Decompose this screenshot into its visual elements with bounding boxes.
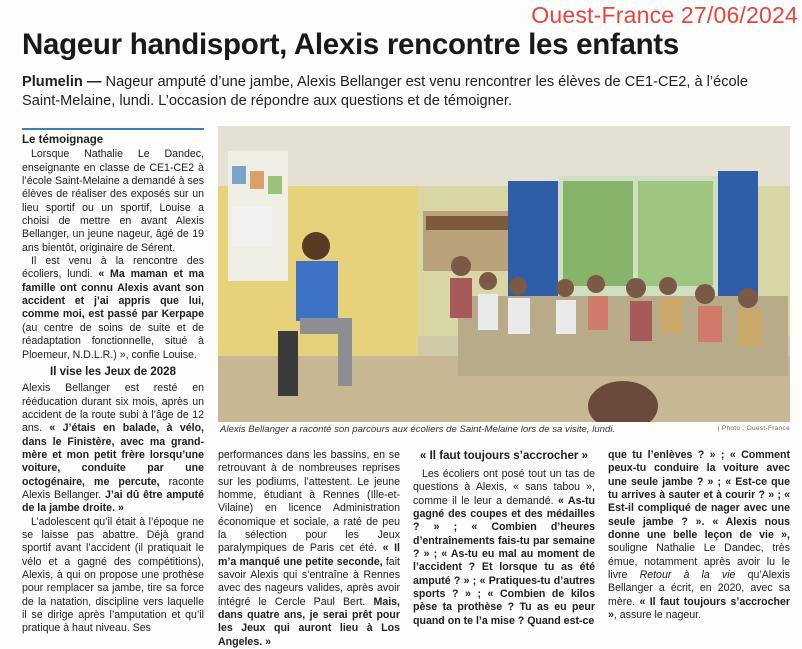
p4-text: L’adolescent qu’il était à l’époque ne se laisse pas abattre. Déjà grand sportif avant l’accident (il pratiquait le vélo et a gagné des compétitions), Alexis, à qui on propose une prothèse pour remplacer sa jambe, tire sa force de la natation, discipline vers laquelle il se dirige après l’amputation et qu’il pratique à haut niveau. Ses bbox=[22, 515, 204, 635]
column-3 bbox=[413, 449, 595, 628]
section-rule bbox=[22, 128, 204, 130]
p5-text-e: qu’Alexis Bellanger a écrit, en 2020, avec sa mère. bbox=[608, 569, 790, 608]
paragraph-5 bbox=[413, 468, 595, 628]
p3-text-c: raconte Alexis Bellanger. bbox=[22, 475, 204, 501]
photo-credit: | Photo : Ouest-France bbox=[717, 425, 790, 432]
section-title-temoignage: Le témoignage bbox=[22, 134, 104, 146]
p5-text-a: Les écoliers ont posé tout un tas de questions à Alexis, « sans tabou », comme il le leur a demandé. bbox=[413, 468, 595, 507]
article-lead bbox=[22, 73, 782, 111]
p2-text-a: Il est venu à la rencontre des écoliers, lundi. bbox=[22, 255, 204, 281]
article-photo bbox=[218, 126, 790, 422]
p4-quote-end: Mais, dans quatre ans, je serai prêt pour les Jeux qui auront lieu à Los Angeles. » bbox=[218, 595, 400, 648]
p5-questions: que tu l’enlèves ? » ; « Comment peux-tu conduire la voiture avec une seule jambe ? » ; « Est-ce que tu arrives à sauter et à courir ? » ; « Est-il compliqué de nager avec une seule jambe ? ». « Alexis nous donne une belle leçon de vie », bbox=[608, 449, 790, 542]
paragraph-2 bbox=[22, 255, 204, 362]
subhead-accrocher: « Il faut toujours s’accrocher » bbox=[419, 449, 589, 462]
p3-quote: « J’étais en balade, à vélo, dans le Finistère, avec ma grand-mère et mon petit frère lorsqu’une voiture, conduite par une octogénaire, me percute, bbox=[22, 422, 204, 488]
p5-book-title: Retour à la vie bbox=[639, 569, 736, 582]
paragraph-3 bbox=[22, 382, 204, 515]
p5-text-g: , assure le nageur. bbox=[613, 609, 702, 622]
paragraph-1: Lorsque Nathalie Le Dandec, enseignante en classe de CE1-CE2 à l’école Saint-Melaine a demandé à ses élèves de réaliser des exposés sur un lieu sportif ou un sportif, Louise a choisi de mettre en avant Alexis Bellanger, un jeune nageur, âgé de 19 ans bientôt, originaire de Sérent. bbox=[22, 148, 204, 254]
continued-paragraph bbox=[218, 449, 400, 649]
p2-quote: « Ma maman et ma famille ont connu Alexis avant son accident et j’ai appris que lui, comme moi, est passé par Kerpape bbox=[22, 268, 204, 321]
p4-quote: « Il m’a manqué une petite seconde, bbox=[218, 542, 400, 568]
p3-quote-end: J’ai dû être amputé de la jambe droite. » bbox=[22, 488, 204, 515]
p5-questions: « As-tu gagné des coupes et des médailles ? » ; « Combien d’heures d’entraînements fais-tu par semaine ? » ; « As-tu eu mal au moment de l’accident ? Et lorsque tu as été amputé ? » ; « Pratiques-tu d’autres sports ? » ; « Combien de kilos pèse ta prothèse ? Tu as eu peur quand on te l’a mise ? Quand est-ce bbox=[413, 494, 595, 627]
continued-paragraph bbox=[608, 449, 790, 622]
classroom-photo bbox=[218, 126, 790, 422]
paragraph-4 bbox=[22, 516, 204, 636]
date-stamp: Ouest-France 27/06/2024 bbox=[531, 2, 798, 28]
column-4 bbox=[608, 449, 790, 622]
section-title-jeux: Il vise les Jeux de 2028 bbox=[50, 365, 176, 378]
p5-text-c: souligne Nathalie Le Dandec, très émue, notamment après avoir lu le livre bbox=[608, 542, 790, 582]
p2-text-c: (au centre de soins de suite et de réadaptation fonctionnelle, situé à Ploemeur, N.D.L.R.) », confie Louise. bbox=[22, 321, 204, 361]
column-1 bbox=[22, 132, 204, 636]
p4-text-c: fait savoir Alexis qui s’entraîne à Rennes avec des nageurs valides, après avoir intégré le Cercle Paul Bert. bbox=[218, 555, 401, 608]
article-headline: Nageur handisport, Alexis rencontre les enfants bbox=[22, 28, 679, 61]
p5-quote-final: « Il faut toujours s’accrocher » bbox=[608, 595, 790, 622]
p3-text-a: Alexis Bellanger est resté en rééducation durant six mois, après un accident de la route subi à l’âge de 12 ans. bbox=[22, 382, 204, 435]
p4-text: performances dans les bassins, en se retrouvant à de nombreuses reprises sur les podiums, l’attestent. Le jeune homme, étudiant à Rennes (Ille-et-Vilaine) en licence Administration économique et sociale, a raté de peu la sélection pour les Jeux paralympiques de Paris cet été. bbox=[218, 449, 400, 555]
lead-place: Plumelin — bbox=[22, 74, 102, 90]
column-2 bbox=[218, 449, 400, 649]
lead-text: Nageur amputé d’une jambe, Alexis Bellanger est venu rencontrer les élèves de CE1-CE2, à l’école Saint-Melaine, lundi. L’occasion de répondre aux questions et de témoigner. bbox=[22, 74, 749, 109]
photo-caption: Alexis Bellanger a raconté son parcours aux écoliers de Saint-Melaine lors de sa visite, lundi. bbox=[220, 424, 616, 435]
